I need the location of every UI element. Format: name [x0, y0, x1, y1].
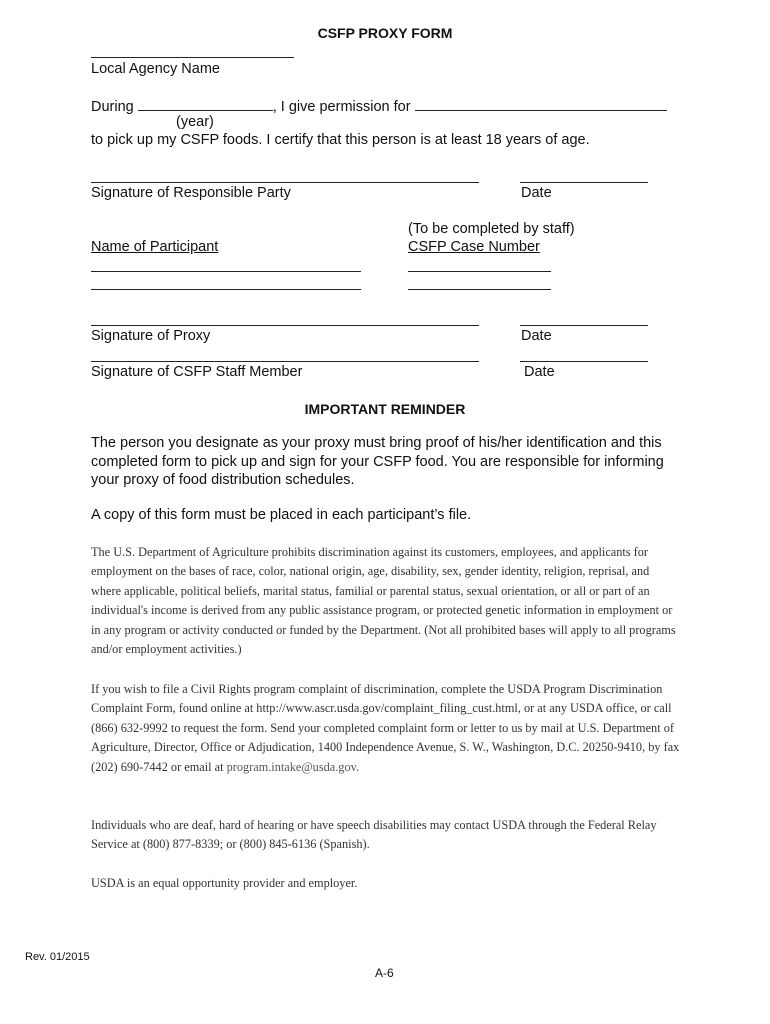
certify-text: to pick up my CSFP foods. I certify that this person is at least 18 years of age.	[91, 132, 590, 148]
year-caption: (year)	[176, 114, 214, 130]
proxy-date-label: Date	[521, 328, 552, 344]
complaint-email-link[interactable]: program.intake@usda.gov	[226, 759, 356, 774]
permission-label: , I give permission for	[272, 99, 411, 115]
equal-opportunity-statement: USDA is an equal opportunity provider and employer.	[91, 876, 358, 890]
complaint-suffix: .	[355, 759, 360, 774]
permission-sentence	[91, 96, 667, 115]
participant-field-2[interactable]	[91, 289, 361, 290]
staff-note: (To be completed by staff)	[408, 221, 575, 237]
form-title: CSFP PROXY FORM	[317, 25, 453, 41]
proxy-name-field[interactable]	[415, 96, 667, 111]
during-label: During	[91, 99, 134, 115]
responsible-signature-field[interactable]	[91, 182, 479, 183]
case-number-field-1[interactable]	[408, 271, 551, 272]
proxy-signature-label: Signature of Proxy	[91, 328, 211, 344]
staff-signature-label: Signature of CSFP Staff Member	[91, 364, 303, 380]
agency-name-field[interactable]	[91, 57, 294, 58]
proxy-signature-field[interactable]	[91, 325, 479, 326]
reminder-heading: IMPORTANT REMINDER	[304, 401, 466, 417]
page-number: A-6	[375, 966, 394, 980]
reminder-paragraph: The person you designate as your proxy must bring proof of his/her identification and this completed form to pick up and sign for your CSFP food. You are responsible for informing your proxy of food distribution schedules.	[91, 435, 664, 488]
staff-date-label: Date	[524, 364, 555, 380]
nondiscrimination-statement: The U.S. Department of Agriculture prohibits discrimination against its customers, employees, and applicants for employment on the bases of race, color, national origin, age, disability, sex, gender identity, religion, reprisal, and where applicable, political beliefs, marital status, familial or parental status, sexual orientation, or all or part of an individual's income is derived from any public assistance program, or protected genetic information in employment or in any program or activity conducted or funded by the Department. (Not all prohibited bases will apply to all programs and/or employment activities.)	[91, 545, 676, 657]
responsible-signature-label: Signature of Responsible Party	[91, 185, 291, 201]
agency-name-label: Local Agency Name	[91, 61, 220, 77]
copy-note: A copy of this form must be placed in each participant’s file.	[91, 507, 472, 523]
responsible-date-field[interactable]	[520, 182, 648, 183]
case-number-field-2[interactable]	[408, 289, 551, 290]
complaint-statement	[91, 680, 681, 777]
case-number-label: CSFP Case Number	[408, 239, 540, 255]
staff-signature-field[interactable]	[91, 361, 479, 362]
complaint-text: If you wish to file a Civil Rights program complaint of discrimination, complete the USDA Program Discrimination Complaint Form, found online at http://www.ascr.usda.gov/complaint_filing_cust.html, or at any USDA office, or call (866) 632-9992 to request the form. Send your completed complaint form or letter to us by mail at U.S. Department of Agriculture, Director, Office or Adjudication, 1400 Independence Avenue, S. W., Washington, D.C. 20250-9410, by fax (202) 690-7442 or email at	[91, 682, 680, 774]
year-field[interactable]	[138, 96, 273, 111]
participant-label: Name of Participant	[91, 239, 219, 255]
participant-field-1[interactable]	[91, 271, 361, 272]
relay-statement: Individuals who are deaf, hard of hearing or have speech disabilities may contact USDA through the Federal Relay Service at (800) 877-8339; or (800) 845-6136 (Spanish).	[91, 818, 657, 852]
proxy-date-field[interactable]	[520, 325, 648, 326]
staff-date-field[interactable]	[520, 361, 648, 362]
responsible-date-label: Date	[521, 185, 552, 201]
revision-date: Rev. 01/2015	[25, 951, 90, 963]
